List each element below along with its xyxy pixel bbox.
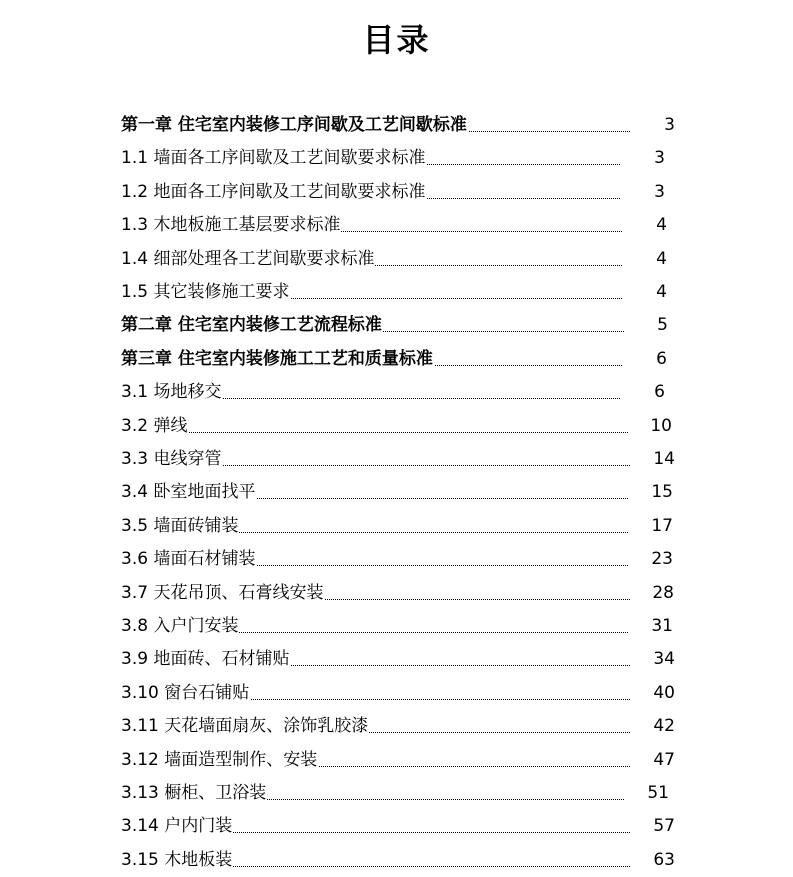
toc-entry-label: 1.1 墙面各工序间歇及工艺间歇要求标准 (121, 148, 426, 168)
toc-entry-label: 3.15 木地板装 (121, 850, 233, 870)
toc-entry-label: 3.4 卧室地面找平 (121, 482, 256, 502)
toc-section-entry[interactable] (0, 442, 793, 475)
toc-section-entry[interactable] (0, 743, 793, 776)
toc-section-entry[interactable] (0, 809, 793, 842)
toc-page-number: 15 (629, 480, 673, 504)
toc-page-number: 17 (629, 514, 673, 538)
toc-entry-label: 3.14 户内门装 (121, 816, 233, 836)
toc-section-entry[interactable] (0, 709, 793, 742)
page-title: 目录 (362, 21, 431, 59)
toc-entry-label: 3.7 天花吊顶、石膏线安装 (121, 583, 324, 603)
toc-section-entry[interactable] (0, 843, 793, 876)
toc-entry-label: 3.8 入户门安装 (121, 616, 239, 636)
toc-entry-label: 第三章 住宅室内装修施工工艺和质量标准 (121, 349, 433, 369)
toc-entry-label: 3.13 橱柜、卫浴装 (121, 783, 267, 803)
toc-page-number: 14 (631, 447, 675, 471)
toc-section-entry[interactable] (0, 275, 793, 308)
toc-section-entry[interactable] (0, 141, 793, 174)
toc-entry-label: 第二章 住宅室内装修工艺流程标准 (121, 315, 382, 335)
toc-page-number: 10 (628, 414, 672, 438)
toc-page-number: 3 (621, 180, 665, 204)
toc-entry-label: 1.3 木地板施工基层要求标准 (121, 215, 341, 235)
toc-section-entry[interactable] (0, 375, 793, 408)
toc-page-number: 3 (631, 113, 675, 137)
toc-entry-label: 3.3 电线穿管 (121, 449, 222, 469)
toc-entry-label: 3.9 地面砖、石材铺贴 (121, 649, 290, 669)
toc-entry-label: 1.5 其它装修施工要求 (121, 282, 290, 302)
toc-entry-label: 3.1 场地移交 (121, 382, 222, 402)
toc-section-entry[interactable] (0, 576, 793, 609)
toc-section-entry[interactable] (0, 409, 793, 442)
toc-page-number: 57 (631, 814, 675, 838)
toc-chapter-entry[interactable] (0, 342, 793, 375)
toc-section-entry[interactable] (0, 475, 793, 508)
toc-entry-label: 3.2 弹线 (121, 416, 188, 436)
toc-page-number: 28 (630, 581, 674, 605)
toc-section-entry[interactable] (0, 642, 793, 675)
toc-section-entry[interactable] (0, 542, 793, 575)
toc-section-entry[interactable] (0, 676, 793, 709)
toc-entry-label: 3.12 墙面造型制作、安装 (121, 750, 318, 770)
toc-section-entry[interactable] (0, 509, 793, 542)
toc-page-number: 40 (631, 681, 675, 705)
toc-page-number: 5 (624, 313, 668, 337)
toc-page-number: 63 (631, 848, 675, 872)
toc-section-entry[interactable] (0, 208, 793, 241)
toc-page-number: 47 (631, 748, 675, 772)
toc-chapter-entry[interactable] (0, 308, 793, 341)
toc-section-entry[interactable] (0, 776, 793, 809)
toc-page-number: 4 (623, 280, 667, 304)
toc-dot-leader (121, 432, 648, 433)
toc-page-number: 51 (625, 781, 669, 805)
toc-page-number: 42 (631, 714, 675, 738)
toc-page-number: 6 (621, 380, 665, 404)
toc-entry-label: 1.4 细部处理各工艺间歇要求标准 (121, 249, 375, 269)
toc-page-number: 4 (623, 213, 667, 237)
toc-section-entry[interactable] (0, 175, 793, 208)
toc-entry-label: 3.6 墙面石材铺装 (121, 549, 256, 569)
toc-entry-label: 3.11 天花墙面扇灰、涂饰乳胶漆 (121, 716, 369, 736)
toc-entry-label: 3.5 墙面砖铺装 (121, 516, 239, 536)
toc-entry-label: 第一章 住宅室内装修工序间歇及工艺间歇标准 (121, 115, 467, 135)
toc-page-number: 31 (629, 614, 673, 638)
toc-page-number: 34 (631, 647, 675, 671)
toc-chapter-entry[interactable] (0, 108, 793, 141)
toc-page-number: 23 (629, 547, 673, 571)
toc-section-entry[interactable] (0, 242, 793, 275)
toc-entry-label: 3.10 窗台石铺贴 (121, 683, 250, 703)
toc-page-number: 4 (623, 247, 667, 271)
toc-page-number: 6 (623, 347, 667, 371)
toc-page-number: 3 (621, 146, 665, 170)
toc-entry-label: 1.2 地面各工序间歇及工艺间歇要求标准 (121, 182, 426, 202)
toc-section-entry[interactable] (0, 609, 793, 642)
